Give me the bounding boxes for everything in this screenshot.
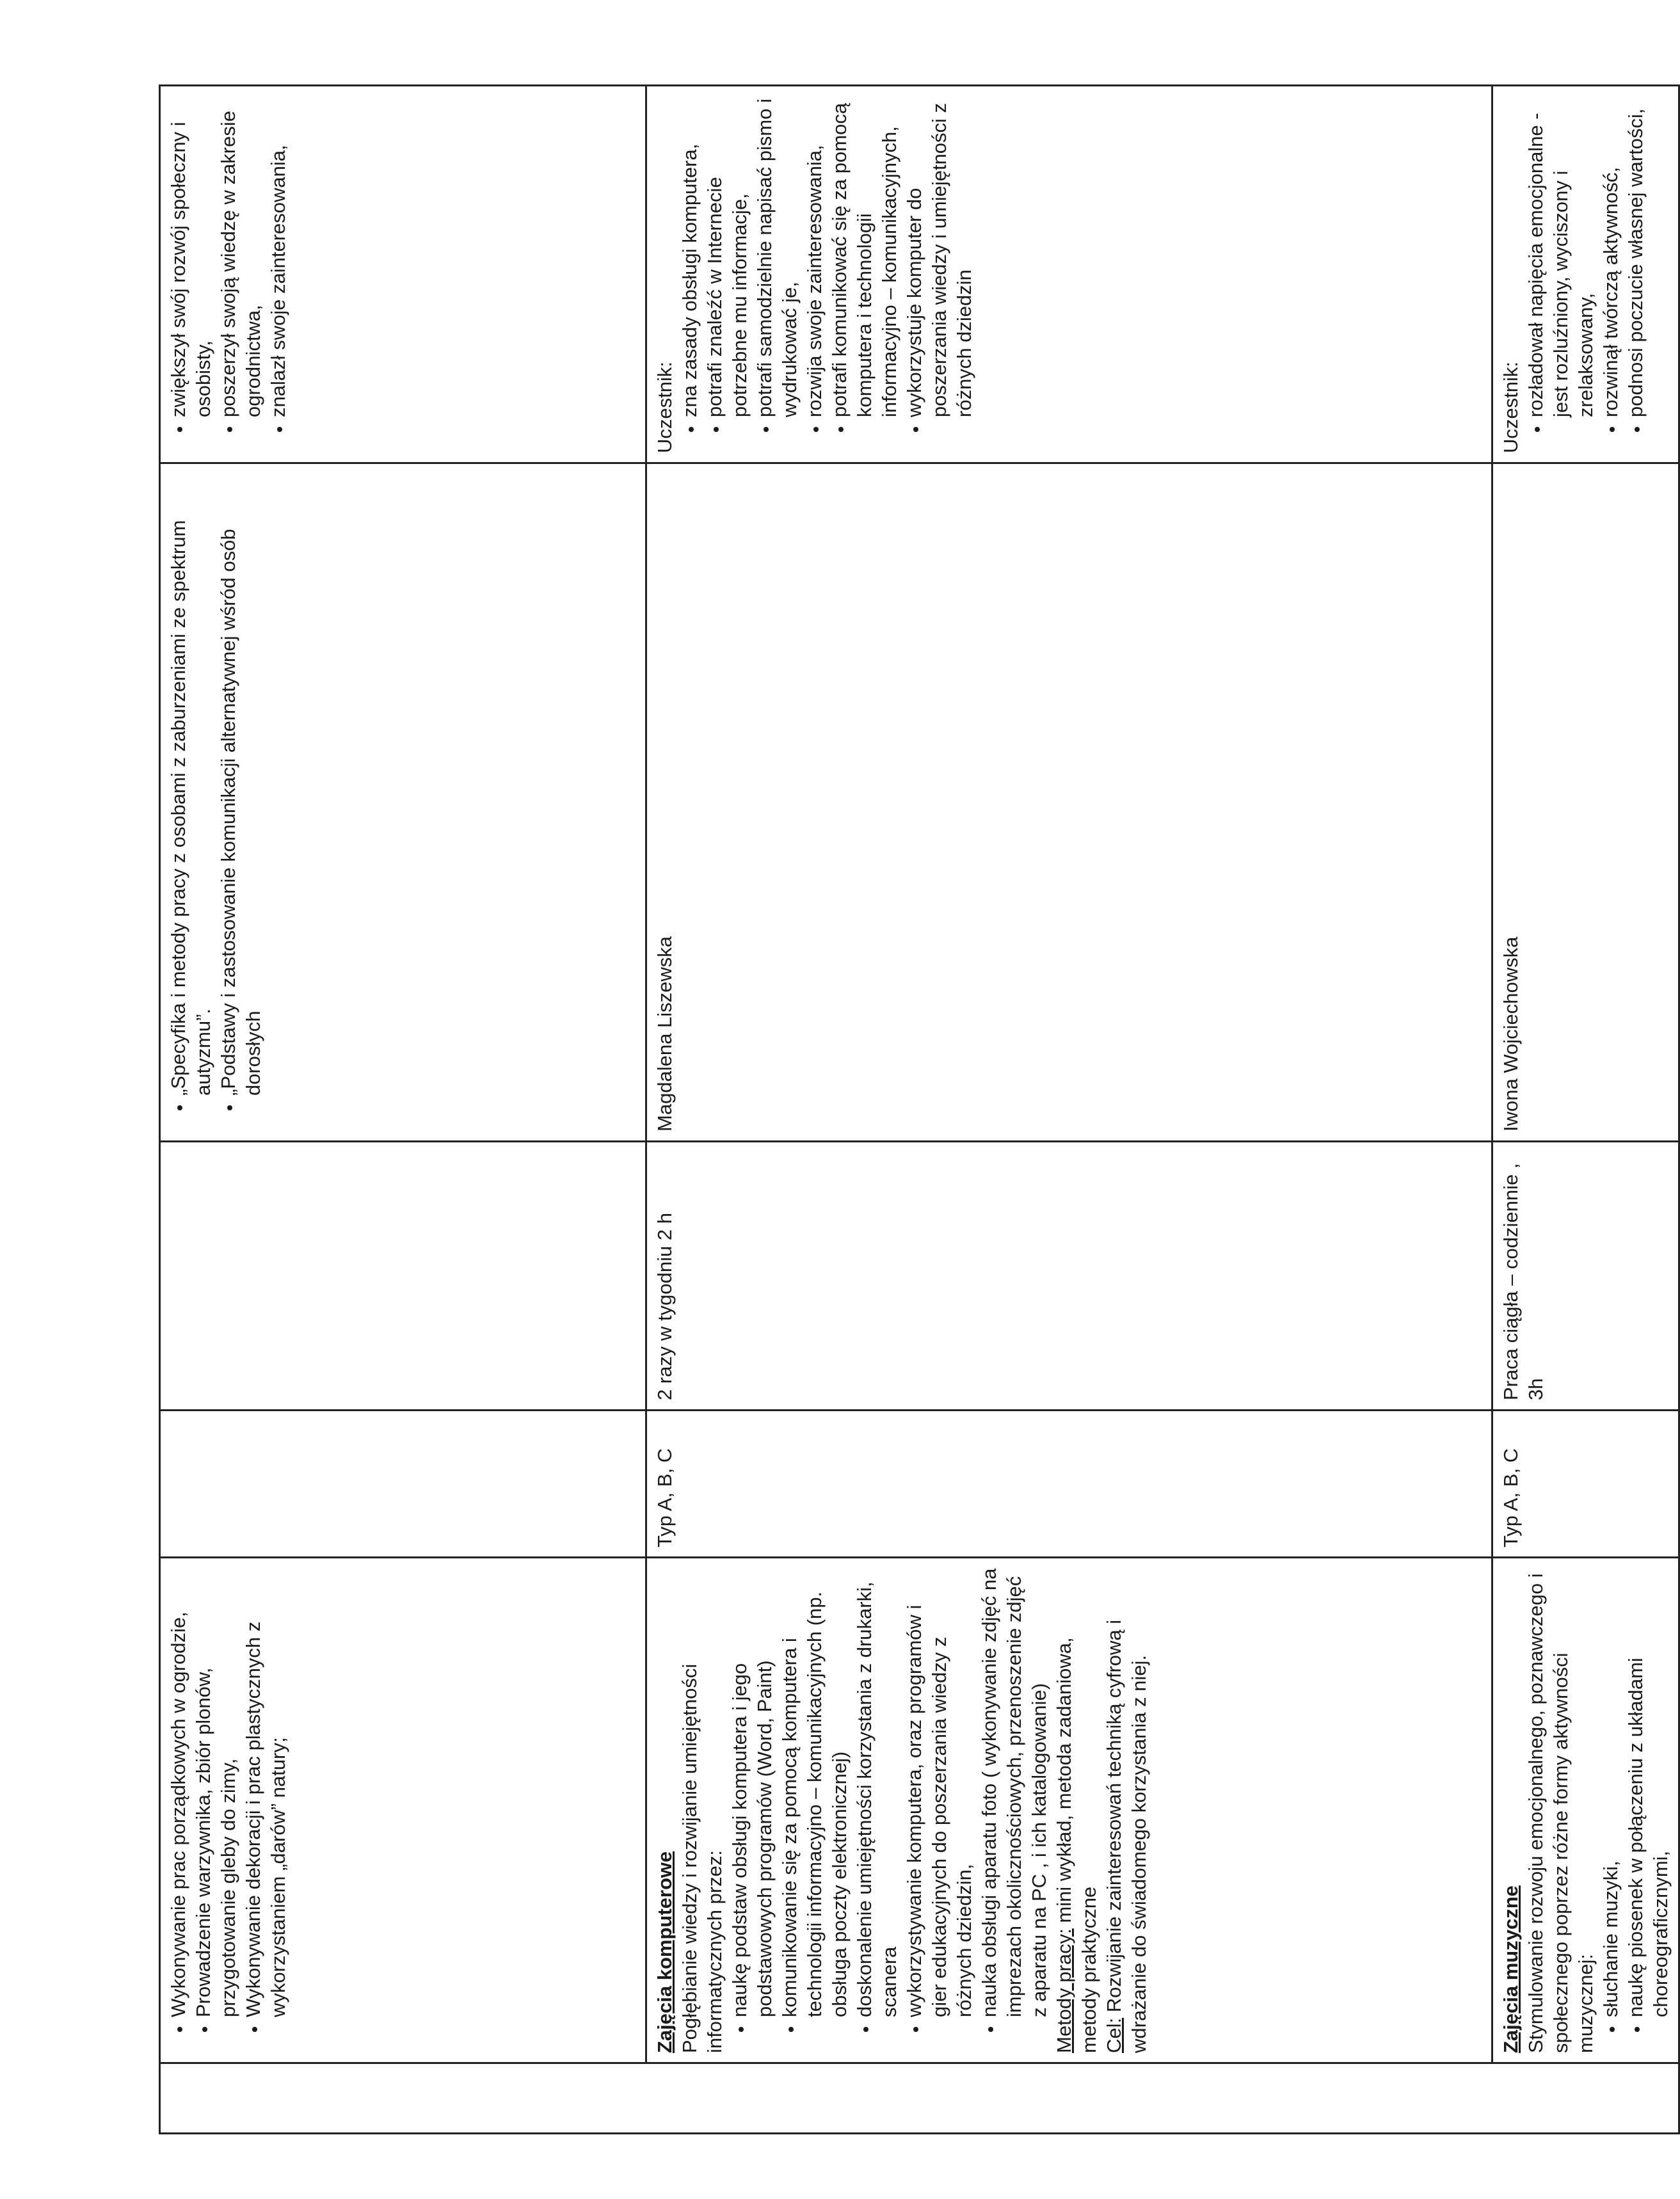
list-item: • zna zasady obsługi komputera, <box>677 95 702 417</box>
outcomes-label: Uczestnik: <box>1500 362 1522 453</box>
list-item: • wykorzystuje komputer do poszerzania wiedzy i umiejętności z różnych dziedzin <box>902 95 977 417</box>
outcomes-list <box>1523 95 1648 453</box>
list-item: • zwiększył swój rozwój społeczny i osobisty, <box>166 95 216 417</box>
list-item: • naukę podstaw obsługi komputera i jego podstawowych programów (Word, Paint) <box>727 1567 777 2017</box>
list-item: • Wykonywanie prac porządkowych w ogrodzie, <box>166 1567 191 2017</box>
goal-label: Cel: <box>1103 2017 1125 2053</box>
list-item: • wykorzystywanie komputera, oraz programów i gier edukacyjnych do poszerzania wiedzy z różnych dziedzin, <box>902 1567 977 2017</box>
table-row <box>646 86 1492 2134</box>
outcomes-list <box>166 95 291 453</box>
list-item: • podnosi poczucie własnej wartości, <box>1623 95 1648 417</box>
methods-label: Metody pracy: <box>1053 1928 1075 2053</box>
activity-title: Zajęcia komputerowe <box>653 1851 676 2053</box>
type-cell: Typ A, B, C <box>646 1411 1492 1558</box>
outcomes-label: Uczestnik: <box>653 362 676 453</box>
methods-text: mini wykład, metoda zadaniowa, metody praktyczne <box>1053 1637 1100 2053</box>
rotated-table-page <box>159 86 1672 2134</box>
outcomes-cell <box>160 86 646 463</box>
outcomes-cell <box>646 86 1492 463</box>
list-item: • rozwinął twórczą aktywność, <box>1598 95 1623 417</box>
activities-list <box>1598 1567 1673 2053</box>
activities-cell <box>1492 1558 1679 2063</box>
trainings-list <box>166 473 266 1131</box>
list-item: • nauka obsługi aparatu foto ( wykonywanie zdjęć na imprezach okolicznościowych, przenoszenie zdjęć z aparatu na PC , i ich katalogowanie) <box>977 1567 1052 2017</box>
activity-intro: Pogłębianie wiedzy i rozwijanie umiejętności informatycznych przez: <box>678 1663 726 2053</box>
time-cell: Praca ciągła – codziennie , 3h <box>1492 1142 1679 1411</box>
type-cell: Typ A, B, C <box>1492 1411 1679 1558</box>
type-cell <box>160 1411 646 1558</box>
outcomes-list <box>677 95 977 453</box>
person-cell: Magdalena Liszewska <box>646 463 1492 1142</box>
list-item: • potrafi samodzielnie napisać pismo i wydrukować je, <box>752 95 802 417</box>
goal-text: Rozwijanie zainteresowań techniką cyfrową i wdrażanie do świadomego korzystania z niej. <box>1103 1619 1150 2053</box>
list-item: • Prowadzenie warzywnika, zbiór plonów, przygotowanie gleby do zimy, <box>191 1567 241 2017</box>
time-cell: 2 razy w tygodniu 2 h <box>646 1142 1492 1411</box>
list-item: • komunikowanie się za pomocą komputera i technologii informacyjno – komunikacyjnych (np. obsługa poczty elektronicznej) <box>777 1567 852 2017</box>
table-row <box>1492 86 1679 2134</box>
methods-line <box>1052 1567 1101 2053</box>
list-item: • rozwija swoje zainteresowania, <box>802 95 827 417</box>
list-item: • potrafi znaleźć w Internecie potrzebne mu informacje, <box>702 95 752 417</box>
time-cell <box>160 1142 646 1411</box>
list-item: • znalazł swoje zainteresowania, <box>266 95 291 417</box>
outcomes-cell <box>1492 86 1679 463</box>
list-item: • rozładował napięcia emocjonalne - jest rozluźniony, wyciszony i zrelaksowany, <box>1523 95 1598 417</box>
person-cell: Iwona Wojciechowska <box>1492 463 1679 1142</box>
list-item: • potrafi komunikować się za pomocą komputera i technologii informacyjno – komunikacyjnych, <box>827 95 902 417</box>
activities-cell <box>646 1558 1492 2063</box>
activities-cell <box>160 1558 646 2063</box>
activities-list <box>166 1567 291 2053</box>
empty-number-cell <box>160 2063 1679 2134</box>
program-table <box>159 84 1680 2134</box>
activities-list <box>727 1567 1052 2053</box>
table-row <box>160 86 646 2134</box>
person-cell <box>160 463 646 1142</box>
list-item: • doskonalenie umiejętności korzystania z drukarki, scanera <box>852 1567 902 2017</box>
list-item: • Wykonywanie dekoracji i prac plastycznych z wykorzystaniem „darów” natury; <box>241 1567 291 2017</box>
list-item: • „Specyfika i metody pracy z osobami z zaburzeniami ze spektrum autyzmu”. <box>166 473 216 1096</box>
list-item: • poszerzył swoją wiedzę w zakresie ogrodnictwa, <box>216 95 266 417</box>
activity-intro: Stymulowanie rozwoju emocjonalnego, poznawczego i społecznego poprzez różne formy aktywności muzycznej: <box>1524 1573 1597 2053</box>
list-item: • słuchanie muzyki, <box>1598 1567 1623 2017</box>
list-item: • naukę piosenek w połączeniu z układami choreograficznymi, <box>1623 1567 1673 2017</box>
activity-title: Zajęcia muzyczne <box>1500 1885 1522 2053</box>
goal-line <box>1101 1567 1151 2053</box>
list-item: • „Podstawy i zastosowanie komunikacji alternatywnej wśród osób dorosłych <box>216 473 266 1096</box>
